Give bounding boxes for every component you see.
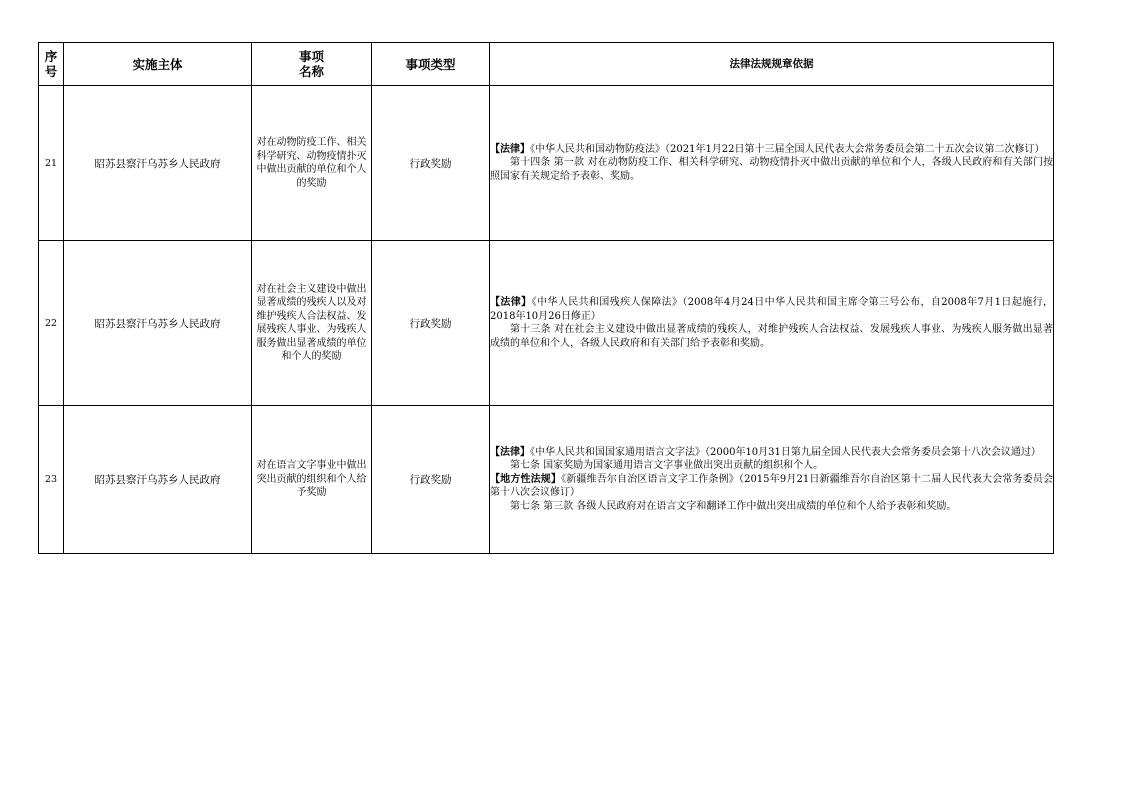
header-no xyxy=(39,43,64,86)
item-name xyxy=(252,86,372,241)
item-name-text: 对在社会主义建设中做出显著成绩的残疾人以及对维护残疾人合法权益、发展残疾人事业、为残疾人服务做出显著成绩的单位和个人的奖励 xyxy=(256,283,367,362)
basis-text: 《中华人民共和国国家通用语言文字法》（2000年10月31日第九届全国人民代表大会常务委员会第十八次会议通过） xyxy=(530,446,1041,458)
header-item-type: 事项类型 xyxy=(372,43,490,86)
authority-list-table xyxy=(38,42,1054,554)
implementing-subject: 昭苏县察汗乌苏乡人民政府 xyxy=(64,241,252,406)
header-basis: 法律法规规章依据 xyxy=(490,43,1054,86)
legal-basis xyxy=(490,241,1054,406)
basis-text: 《新疆维吾尔自治区语言文字工作条例》（2015年9月21日新疆维吾尔自治区第十二届人民代表大会常务委员会第十八次会议修订） xyxy=(490,473,1054,499)
basis-article: 第十三条 对在社会主义建设中做出显著成绩的残疾人，对维护残疾人合法权益、发展残疾人事业、为残疾人服务做出显著成绩的单位和个人，各级人民政府和有关部门给予表彰和奖励。 xyxy=(490,324,1053,349)
basis-paragraph xyxy=(490,446,1053,460)
basis-label: 【地方性法规】 xyxy=(490,473,562,485)
table-row xyxy=(39,241,1054,406)
legal-basis xyxy=(490,86,1054,241)
basis-paragraph xyxy=(490,296,1053,323)
item-name xyxy=(252,406,372,554)
header-item-name-line1: 事项 xyxy=(298,49,324,64)
table-row xyxy=(39,406,1054,554)
table-row xyxy=(39,86,1054,241)
row-number: 21 xyxy=(39,86,64,241)
row-number: 23 xyxy=(39,406,64,554)
item-type: 行政奖励 xyxy=(372,406,490,554)
item-name-text: 对在语言文字事业中做出突出贡献的组织和个人给予奖励 xyxy=(256,460,367,499)
basis-article: 第七条 国家奖励为国家通用语言文字事业做出突出贡献的组织和个人。 xyxy=(510,460,824,472)
basis-label: 【法律】 xyxy=(490,446,530,458)
item-name xyxy=(252,241,372,406)
legal-basis xyxy=(490,406,1054,554)
basis-text: 《中华人民共和国残疾人保障法》（2008年4月24日中华人民共和国主席令第三号公布，自2008年7月1日起施行，2018年10月26日修正） xyxy=(490,297,1053,322)
basis-article: 第十四条 第一款 对在动物防疫工作、相关科学研究、动物疫情扑灭中做出贡献的单位和个人，各级人民政府和有关部门按照国家有关规定给予表彰、奖励。 xyxy=(490,157,1053,182)
header-item-name xyxy=(252,43,372,86)
basis-label: 【法律】 xyxy=(490,297,532,308)
basis-label: 【法律】 xyxy=(490,143,530,155)
basis-text: 《中华人民共和国动物防疫法》（2021年1月22日第十三届全国人民代表大会常务委员会第二十五次会议第二次修订） xyxy=(530,143,1045,155)
header-row xyxy=(39,43,1054,86)
item-name-text: 对在动物防疫工作、相关科学研究、动物疫情扑灭中做出贡献的单位和个人的奖励 xyxy=(256,137,367,189)
basis-paragraph xyxy=(490,143,1053,157)
row-number: 22 xyxy=(39,241,64,406)
header-no-line2: 号 xyxy=(44,64,58,79)
implementing-subject: 昭苏县察汗乌苏乡人民政府 xyxy=(64,86,252,241)
basis-article: 第七条 第三款 各级人民政府对在语言文字和翻译工作中做出突出成绩的单位和个人给予表彰和奖励。 xyxy=(510,500,957,512)
header-no-line1: 序 xyxy=(44,49,58,64)
item-type: 行政奖励 xyxy=(372,86,490,241)
item-type: 行政奖励 xyxy=(372,241,490,406)
basis-paragraph xyxy=(490,473,1053,500)
implementing-subject: 昭苏县察汗乌苏乡人民政府 xyxy=(64,406,252,554)
header-subject: 实施主体 xyxy=(64,43,252,86)
header-item-name-line2: 名称 xyxy=(298,64,324,79)
